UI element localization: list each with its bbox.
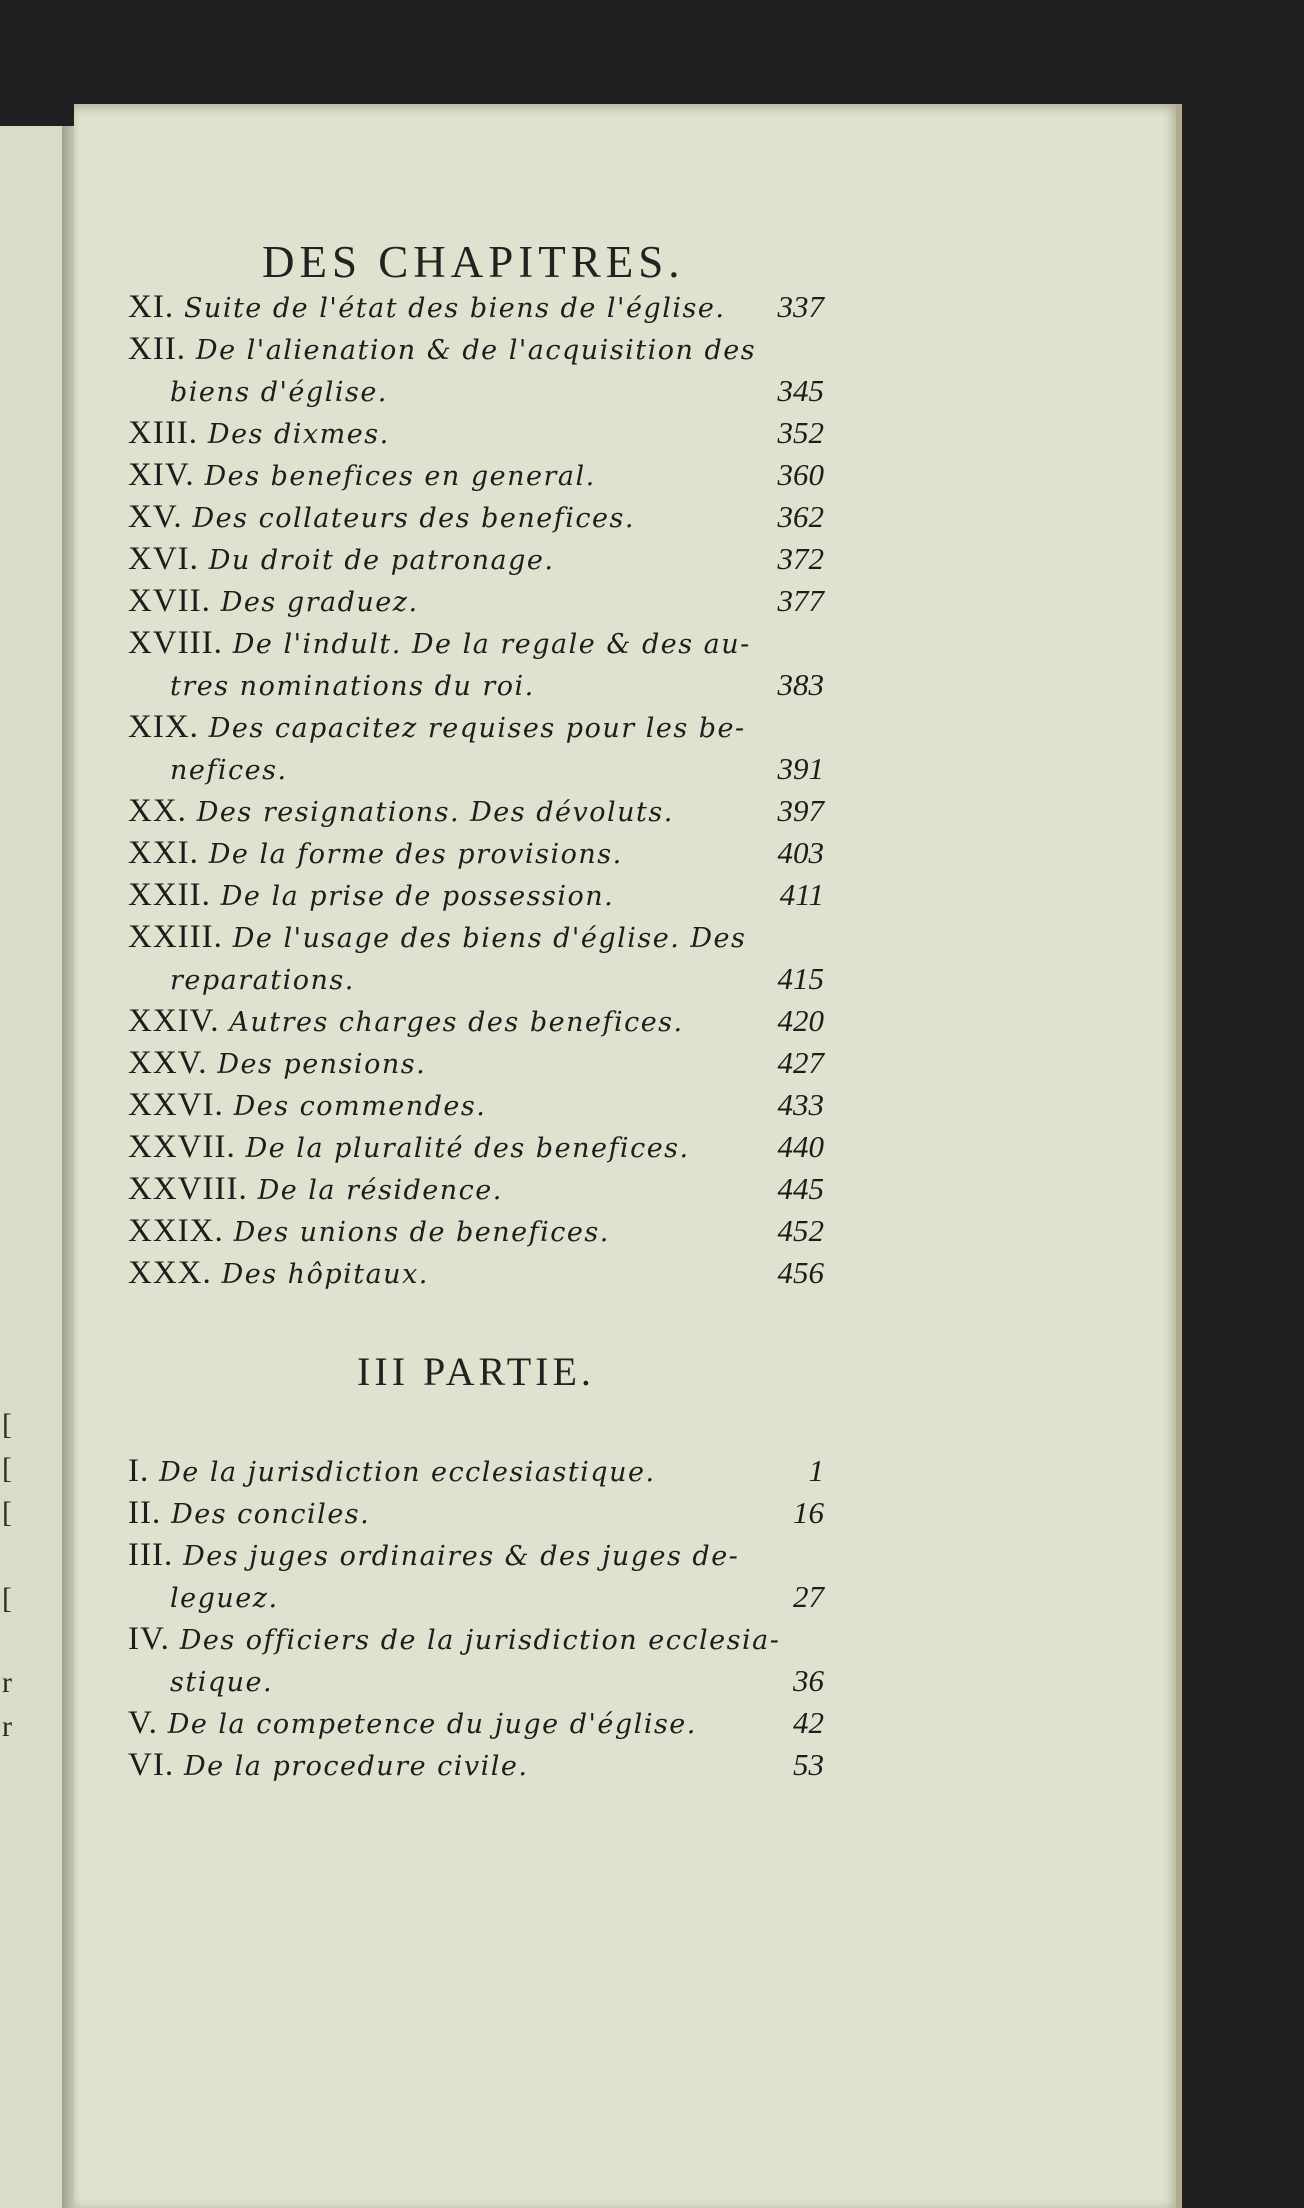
toc-entry	[128, 1660, 824, 1702]
page-number: 383	[777, 667, 824, 702]
toc-entry	[128, 790, 824, 832]
page-number: 362	[777, 499, 824, 534]
running-head: DES CHAPITRES.	[262, 237, 685, 287]
chapter-number: XVIII.	[128, 625, 223, 661]
chapter-title: Des graduez.	[220, 587, 419, 618]
toc-entry	[128, 286, 824, 328]
toc-entry	[128, 958, 824, 1000]
toc-entry	[128, 1450, 824, 1492]
toc-entry	[128, 874, 824, 916]
chapter-title: De la forme des provisions.	[208, 839, 623, 870]
toc-entry	[128, 1000, 824, 1042]
chapter-number: V.	[128, 1705, 158, 1741]
left-page-mark: [	[2, 1582, 12, 1615]
chapter-number: XIV.	[128, 457, 195, 493]
chapter-number: XXVI.	[128, 1087, 224, 1123]
page-number: 391	[777, 751, 824, 786]
chapter-title: Des unions de benefices.	[233, 1217, 610, 1248]
chapter-title: Des pensions.	[217, 1049, 427, 1080]
chapter-number: XVII.	[128, 583, 211, 619]
facing-page	[0, 126, 64, 2208]
chapter-number: XXII.	[128, 877, 211, 913]
chapter-title: Des juges ordinaires & des juges de-	[183, 1541, 740, 1572]
chapter-number: XXX.	[128, 1255, 212, 1291]
page-edge	[1176, 104, 1182, 2208]
page-number: 1	[808, 1453, 824, 1488]
toc-part-two	[128, 286, 824, 1294]
chapter-title: biens d'église.	[170, 377, 388, 408]
page-number: 433	[777, 1087, 824, 1122]
toc-entry	[128, 1042, 824, 1084]
chapter-number: XXV.	[128, 1045, 208, 1081]
page-number: 53	[793, 1747, 824, 1782]
chapter-title: Des officiers de la jurisdiction ecclesia-	[179, 1625, 781, 1656]
chapter-number: II.	[128, 1495, 162, 1531]
page-number: 397	[777, 793, 824, 828]
chapter-number: XXVIII.	[128, 1171, 248, 1207]
chapter-title: Des capacitez requises pour les be-	[208, 713, 746, 744]
chapter-number: XXVII.	[128, 1129, 236, 1165]
toc-entry	[128, 1744, 824, 1786]
toc-entry	[128, 1210, 824, 1252]
chapter-title: De la jurisdiction ecclesiastique.	[159, 1457, 656, 1488]
page-number: 372	[777, 541, 824, 576]
toc-entry	[128, 1168, 824, 1210]
toc-entry	[128, 496, 824, 538]
page-number: 27	[793, 1579, 824, 1614]
chapter-title: Des conciles.	[171, 1499, 371, 1530]
chapter-title: Des dixmes.	[207, 419, 390, 450]
chapter-title: Des resignations. Des dévoluts.	[196, 797, 674, 828]
chapter-number: VI.	[128, 1747, 175, 1783]
chapter-number: XXIII.	[128, 919, 223, 955]
chapter-number: XXIX.	[128, 1213, 224, 1249]
page-number: 360	[777, 457, 824, 492]
chapter-title: Du droit de patronage.	[208, 545, 555, 576]
left-page-mark: [	[2, 1452, 12, 1485]
left-page-mark: [	[2, 1408, 12, 1441]
toc-entry	[128, 1618, 824, 1660]
page-number: 345	[777, 373, 824, 408]
toc-entry	[128, 370, 824, 412]
chapter-number: XIII.	[128, 415, 199, 451]
page-number: 352	[777, 415, 824, 450]
toc-entry	[128, 1702, 824, 1744]
chapter-title: leguez.	[170, 1583, 279, 1614]
chapter-title: tres nominations du roi.	[170, 671, 535, 702]
left-page-mark: r	[2, 1710, 12, 1743]
page-number: 452	[777, 1213, 824, 1248]
page-number: 16	[793, 1495, 824, 1530]
toc-entry	[128, 1252, 824, 1294]
chapter-number: XXIV.	[128, 1003, 220, 1039]
page-number: 427	[777, 1045, 824, 1080]
toc-entry	[128, 1492, 824, 1534]
page-number: 440	[777, 1129, 824, 1164]
left-page-mark: [	[2, 1496, 12, 1529]
chapter-title: De l'alienation & de l'acquisition des	[195, 335, 757, 366]
toc-entry	[128, 580, 824, 622]
chapter-title: De la competence du juge d'église.	[167, 1709, 697, 1740]
toc-entry	[128, 622, 824, 664]
chapter-number: III.	[128, 1537, 174, 1573]
page-number: 337	[777, 289, 824, 324]
toc-entry	[128, 454, 824, 496]
page-number: 420	[777, 1003, 824, 1038]
toc-entry	[128, 664, 824, 706]
page-number: 36	[793, 1663, 824, 1698]
chapter-number: I.	[128, 1453, 150, 1489]
toc-entry	[128, 1534, 824, 1576]
chapter-title: stique.	[170, 1667, 274, 1698]
toc-entry	[128, 1084, 824, 1126]
toc-part-three	[128, 1450, 824, 1786]
page-number: 415	[777, 961, 824, 996]
chapter-number: XX.	[128, 793, 187, 829]
part-heading: III PARTIE.	[357, 1349, 595, 1394]
toc-entry	[128, 1126, 824, 1168]
chapter-number: XVI.	[128, 541, 199, 577]
chapter-title: De la pluralité des benefices.	[245, 1133, 690, 1164]
table-of-contents	[128, 286, 824, 1786]
chapter-title: De la prise de possession.	[220, 881, 615, 912]
toc-entry	[128, 706, 824, 748]
chapter-number: XII.	[128, 331, 187, 367]
chapter-number: XI.	[128, 289, 175, 325]
chapter-title: De la résidence.	[257, 1175, 503, 1206]
page-number: 456	[777, 1255, 824, 1290]
left-page-mark: r	[2, 1666, 12, 1699]
page-number: 411	[779, 877, 824, 912]
chapter-title: Autres charges des benefices.	[229, 1007, 684, 1038]
chapter-number: XIX.	[128, 709, 199, 745]
chapter-title: nefices.	[170, 755, 288, 786]
chapter-title: reparations.	[170, 965, 355, 996]
chapter-title: Des hôpitaux.	[221, 1259, 429, 1290]
chapter-number: XV.	[128, 499, 183, 535]
toc-entry	[128, 538, 824, 580]
page-number: 445	[777, 1171, 824, 1206]
toc-entry	[128, 916, 824, 958]
chapter-number: IV.	[128, 1621, 170, 1657]
chapter-title: Des collateurs des benefices.	[192, 503, 635, 534]
toc-entry	[128, 748, 824, 790]
chapter-title: Suite de l'état des biens de l'église.	[183, 293, 726, 324]
chapter-title: Des commendes.	[233, 1091, 487, 1122]
page-number: 42	[793, 1705, 824, 1740]
chapter-number: XXI.	[128, 835, 199, 871]
chapter-title: Des benefices en general.	[204, 461, 596, 492]
toc-entry	[128, 1576, 824, 1618]
chapter-title: De la procedure civile.	[183, 1751, 529, 1782]
chapter-title: De l'usage des biens d'église. Des	[232, 923, 747, 954]
toc-entry	[128, 832, 824, 874]
toc-entry	[128, 328, 824, 370]
page-number: 377	[777, 583, 824, 618]
toc-entry	[128, 412, 824, 454]
page-number: 403	[777, 835, 824, 870]
chapter-title: De l'indult. De la regale & des au-	[232, 629, 751, 660]
